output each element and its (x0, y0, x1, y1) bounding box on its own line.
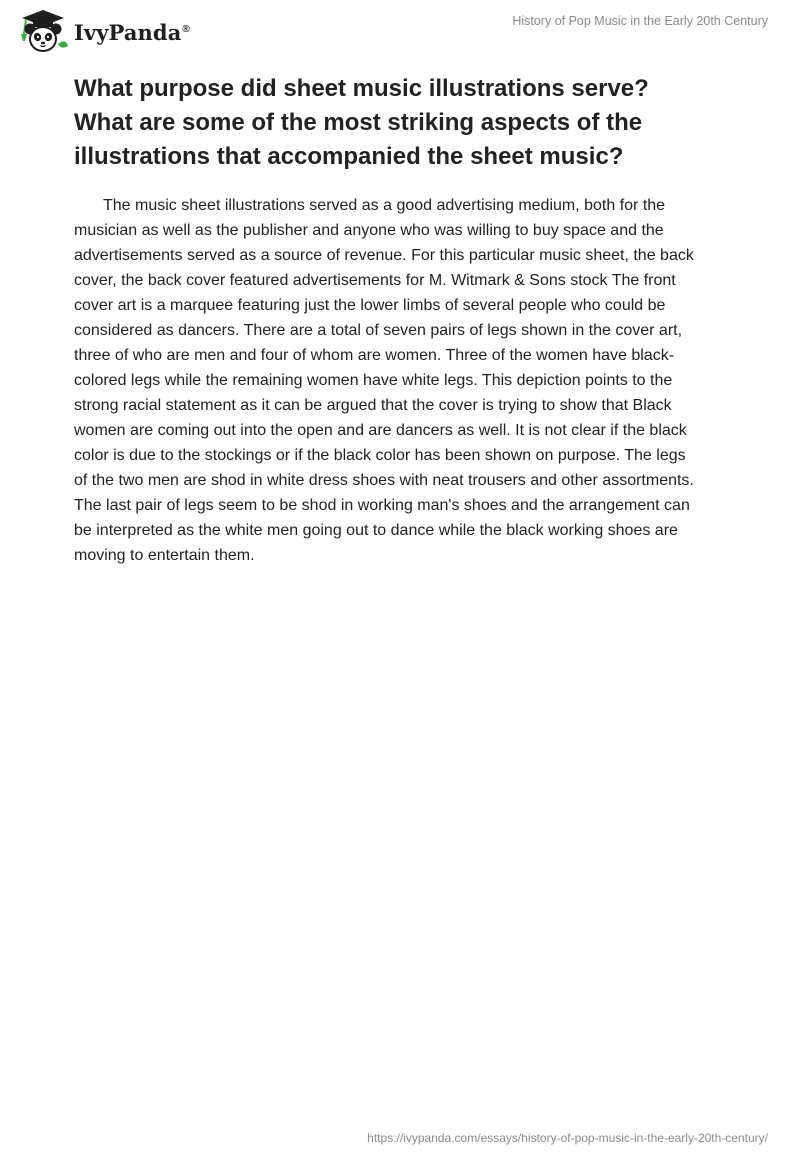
question-line: What are some of the most striking aspects of the (74, 109, 643, 136)
paragraph-line: cover, the back cover featured advertisements for M. Witmark & Sons stock The front (74, 272, 676, 289)
paragraph-line: The last pair of legs seem to be shod in working man's shoes and the arrangement can (74, 497, 690, 514)
source-url-link[interactable]: https://ivypanda.com/essays/history-of-pop-music-in-the-early-20th-century/ (367, 1131, 768, 1145)
question-line: What purpose did sheet music illustrations serve? (74, 75, 649, 102)
paragraph-line: strong racial statement as it can be argued that the cover is trying to show that Black (74, 397, 672, 414)
paragraph-line: cover art is a marquee featuring just the lower limbs of several people who could be (74, 297, 666, 314)
paragraph-line: moving to entertain them. (74, 547, 255, 564)
paragraph-line: considered as dancers. There are a total of seven pairs of legs shown in the cover art, (74, 322, 683, 339)
answer-paragraph (74, 193, 724, 568)
running-title: History of Pop Music in the Early 20th Century (512, 14, 768, 28)
paragraph-line: musician as well as the publisher and anyone who was willing to buy space and the (74, 222, 664, 239)
paragraph-line: of the two men are shod in white dress shoes with neat trousers and other assortments. (74, 472, 694, 489)
brand-name-text: IvyPanda (74, 19, 182, 45)
paragraph-line: color is due to the stockings or if the black color has been shown on purpose. The legs (74, 447, 686, 464)
paragraph-line: women are coming out into the open and are dancers as well. It is not clear if the black (74, 422, 687, 439)
question-heading (74, 72, 724, 174)
brand-logo[interactable] (14, 8, 190, 54)
question-line: illustrations that accompanied the sheet music? (74, 143, 624, 170)
panda-graduate-icon (14, 8, 72, 54)
paragraph-line: be interpreted as the white men going out to dance while the black working shoes are (74, 522, 678, 539)
brand-name (74, 20, 190, 45)
article-content (74, 72, 724, 568)
paragraph-line: advertisements served as a source of revenue. For this particular music sheet, the back (74, 247, 694, 264)
paragraph-line: colored legs while the remaining women have white legs. This depiction points to the (74, 372, 673, 389)
paragraph-line: three of who are men and four of whom are women. Three of the women have black- (74, 347, 675, 364)
registered-mark: ® (182, 23, 190, 35)
page-header (0, 0, 800, 64)
paragraph-line: The music sheet illustrations served as a good advertising medium, both for the (103, 197, 666, 214)
